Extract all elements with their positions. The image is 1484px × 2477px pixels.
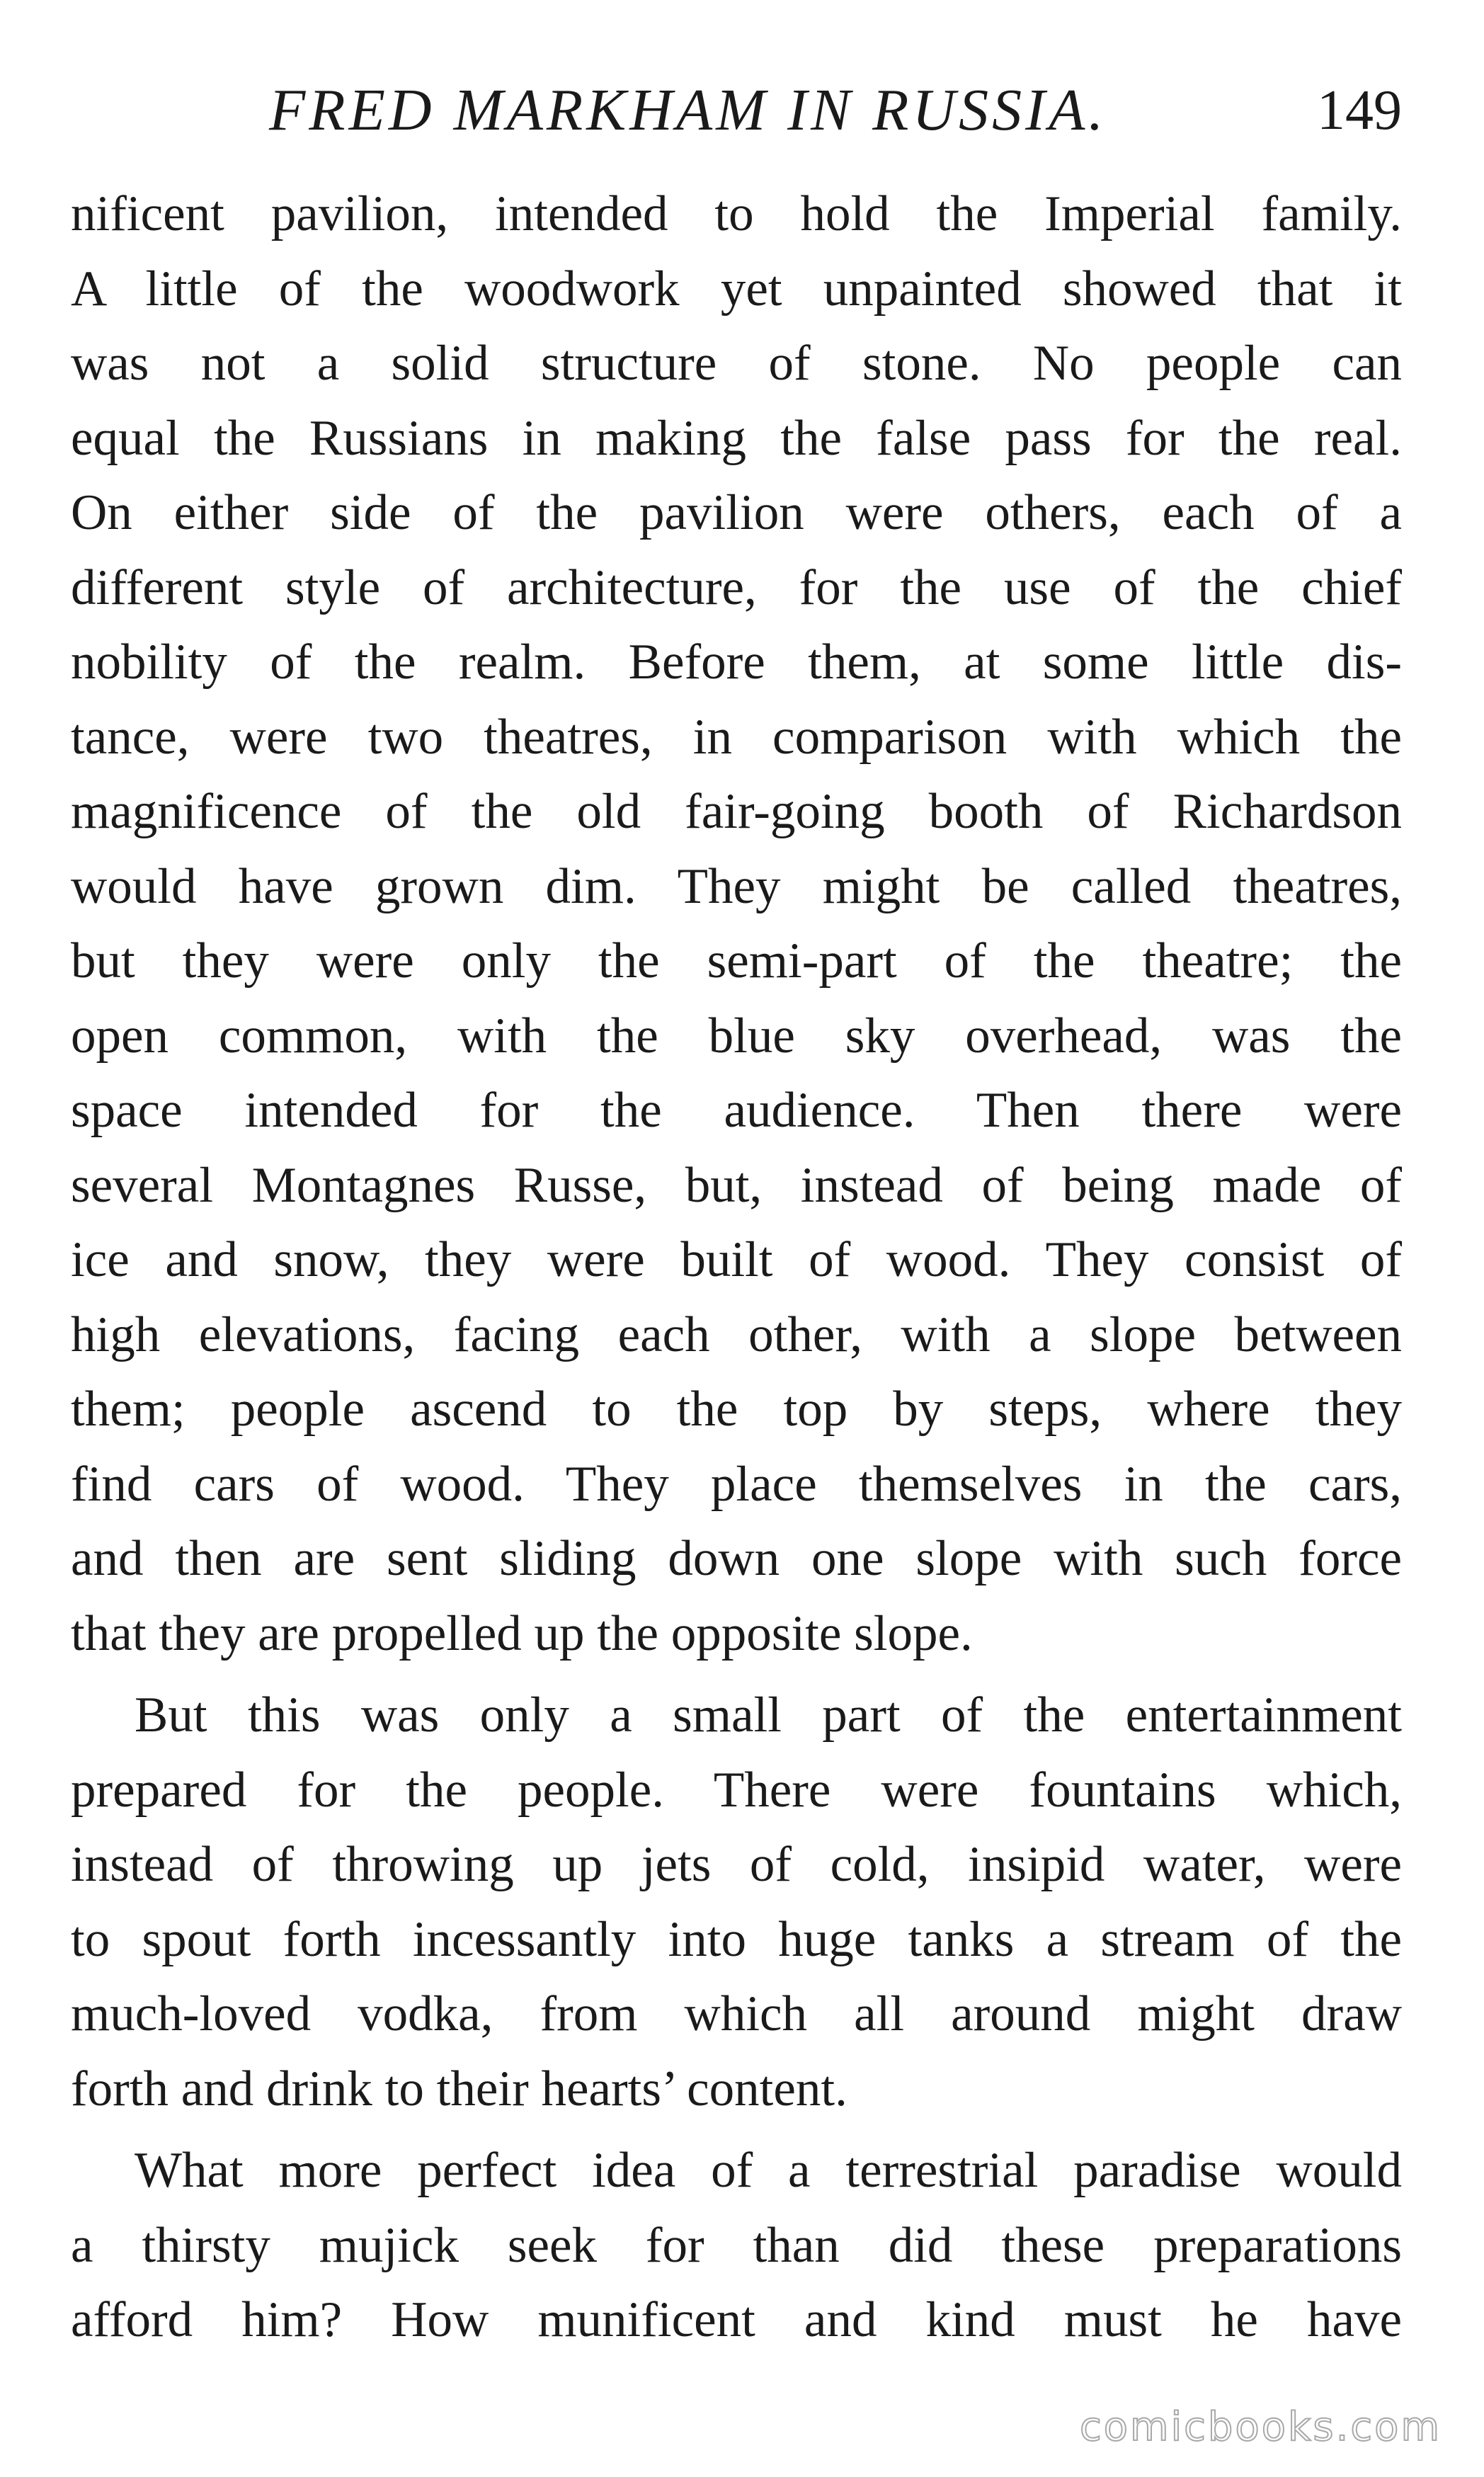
running-head: [71, 68, 1402, 153]
text-line: space intended for the audience. Then there were: [71, 1083, 1402, 1138]
text-line: ice and snow, they were built of wood. They consist of: [71, 1232, 1402, 1287]
running-title: FRED MARKHAM IN RUSSIA.: [269, 77, 1107, 143]
text-line: prepared for the people. There were fountains which,: [71, 1762, 1402, 1818]
body-text: [71, 177, 1402, 2358]
paragraph-3: [71, 2134, 1402, 2358]
text-line: and then are sent sliding down one slope with such force: [71, 1531, 1402, 1586]
text-line: that they are propelled up the opposite slope.: [71, 1605, 973, 1661]
text-line: much-loved vodka, from which all around might draw: [71, 1986, 1402, 2042]
book-page: [71, 0, 1402, 2477]
text-line: would have grown dim. They might be called theatres,: [71, 858, 1402, 914]
text-line: different style of architecture, for the use of the chief: [71, 559, 1402, 615]
text-line: On either side of the pavilion were others, each of a: [71, 485, 1402, 540]
text-line: But this was only a small part of the entertainment: [135, 1687, 1402, 1743]
text-line: nificent pavilion, intended to hold the Imperial family.: [71, 186, 1402, 241]
text-line: to spout forth incessantly into huge tanks a stream of the: [71, 1911, 1402, 1967]
text-line: What more perfect idea of a terrestrial paradise would: [135, 2143, 1402, 2198]
text-line: A little of the woodwork yet unpainted showed that it: [71, 261, 1402, 317]
text-line: tance, were two theatres, in comparison with which the: [71, 709, 1402, 765]
text-line: open common, with the blue sky overhead, was the: [71, 1008, 1402, 1064]
watermark: comicbooks.com: [1079, 2404, 1442, 2450]
text-line: afford him? How munificent and kind must he have: [71, 2292, 1402, 2347]
text-line: equal the Russians in making the false pass for the real.: [71, 410, 1402, 466]
text-line: nobility of the realm. Before them, at some little dis-: [71, 634, 1402, 690]
paragraph-2: [71, 1678, 1402, 2126]
text-line: was not a solid structure of stone. No people can: [71, 336, 1402, 391]
text-line: find cars of wood. They place themselves in the cars,: [71, 1456, 1402, 1512]
text-line: instead of throwing up jets of cold, insipid water, were: [71, 1837, 1402, 1892]
text-line: them; people ascend to the top by steps, where they: [71, 1382, 1402, 1437]
text-line: a thirsty mujick seek for than did these preparations: [71, 2217, 1402, 2273]
text-line: forth and drink to their hearts’ content.: [71, 2061, 847, 2117]
paragraph-1: [71, 177, 1402, 1671]
page-number: 149: [1317, 79, 1402, 142]
text-line: but they were only the semi-part of the theatre; the: [71, 933, 1402, 989]
text-line: several Montagnes Russe, but, instead of being made of: [71, 1157, 1402, 1213]
text-line: magnificence of the old fair-going booth of Richardson: [71, 784, 1402, 839]
text-line: high elevations, facing each other, with a slope between: [71, 1306, 1402, 1362]
